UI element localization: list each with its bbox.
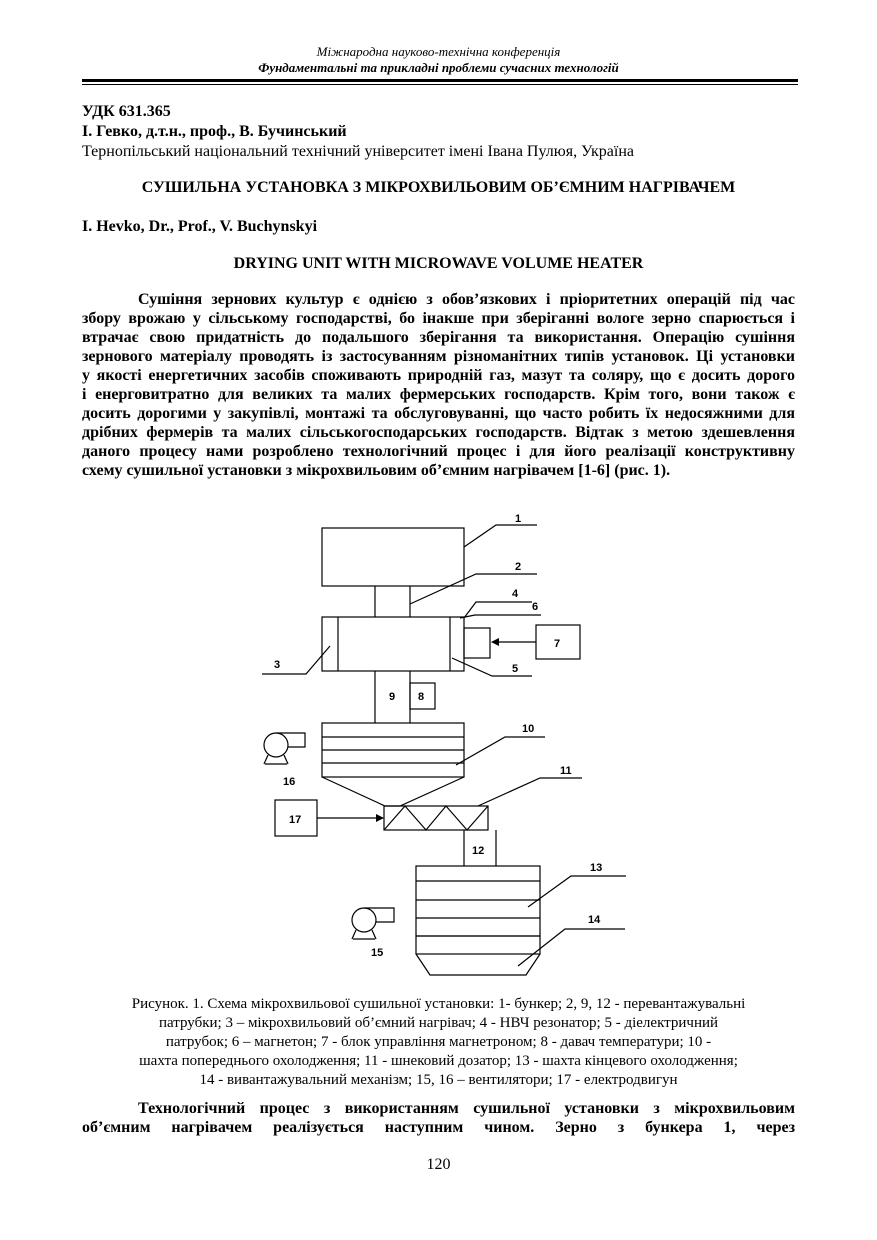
paragraph-line: у якості енергетичних засобів споживають природній газ, мазут та соляру, що є досить дорого (82, 367, 795, 384)
label-15: 15 (371, 947, 384, 959)
label-2: 2 (515, 561, 522, 573)
paragraph-line: зернового матеріалу проводять із застосуванням різноманітних типів установок. Ці установки (82, 348, 795, 365)
figure-caption (82, 995, 795, 1090)
caption-line: Рисунок. 1. Схема мікрохвильової сушильної установки: 1- бункер; 2, 9, 12 - перевантажувальні (131, 996, 746, 1012)
label-16: 16 (283, 776, 296, 788)
conference-title: Фундаментальні та прикладні проблеми сучасних технологій (258, 60, 619, 75)
page-number: 120 (426, 1156, 451, 1173)
screw-flight (384, 806, 488, 830)
caption-line: патрубок; 6 – магнетон; 7 - блок управління магнетроном; 8 - давач температури; 10 - (165, 1034, 712, 1050)
paragraph-line: Сушіння зернових культур є однією з обов’язкових і пріоритетних операцій під час (138, 291, 795, 308)
final-cooling-shaft-block (416, 866, 540, 936)
title-ua: СУШИЛЬНА УСТАНОВКА З МІКРОХВИЛЬОВИМ ОБ’ЄМНИМ НАГРІВАЧЕМ (141, 179, 736, 196)
leader-1 (464, 525, 537, 547)
label-1: 1 (515, 513, 522, 525)
paragraph-line: Технологічний процес з використанням сушильної установки з мікрохвильовим (138, 1100, 795, 1117)
paragraph-line: даного процесу нами розроблено технологічний процес і для його реалізації конструктивну (82, 443, 795, 460)
microwave-heater-block (322, 617, 464, 671)
label-6: 6 (532, 601, 539, 613)
leader-14 (518, 929, 625, 966)
unloading-hopper (416, 954, 540, 975)
paragraph-line: втрачає свою придатність до подальшого зберігання та використання. Операцію сушіння (82, 329, 795, 346)
paragraph-process (82, 1099, 795, 1137)
paragraph-line: і енерговитратно для великих та малих фермерських господарств. Крім того, вони також є (82, 386, 795, 403)
label-17: 17 (289, 814, 302, 826)
control-arrow-head (491, 638, 499, 646)
label-13: 13 (590, 862, 603, 874)
fan-16-icon (264, 733, 305, 764)
label-11: 11 (560, 765, 572, 777)
label-5: 5 (512, 663, 519, 675)
label-4: 4 (512, 588, 519, 600)
title-en: DRYING UNIT WITH MICROWAVE VOLUME HEATER (233, 255, 644, 272)
caption-line: 14 - вивантажувальний механізм; 15, 16 – вентилятори; 17 - електродвигун (199, 1072, 678, 1088)
leader-10 (456, 737, 545, 765)
authors-en: I. Hevko, Dr., Prof., V. Buchynskyi (82, 218, 318, 235)
paragraph-line: збору врожаю у сільському господарстві, бо інакше при зберіганні вологе зерно спарюється і (82, 310, 795, 327)
paragraph-line: об’ємним нагрівачем реалізується наступним чином. Зерно з бункера 1, через (82, 1119, 795, 1136)
unloading-section (416, 936, 540, 954)
label-14: 14 (588, 914, 601, 926)
label-3: 3 (274, 659, 281, 671)
label-10: 10 (522, 723, 535, 735)
fan-15-icon (352, 908, 394, 939)
leader-6 (460, 615, 541, 618)
leader-11 (478, 778, 582, 806)
leader-13 (528, 876, 626, 907)
authors-ua: І. Гевко, д.т.н., проф., В. Бучинський (82, 123, 347, 140)
affiliation: Тернопільський національний технічний університет імені Івана Пулюя, Україна (82, 143, 634, 160)
paragraph-line: досить дорогими у закупівлі, монтажі та обслуговуванні, що часто робить їх недосяжними для (82, 405, 795, 422)
paragraph-line: схему сушильної установки з мікрохвильовим об’ємним нагрівачем [1-6] (рис. 1). (82, 462, 671, 479)
motor-arrow-head (376, 814, 384, 822)
label-9: 9 (389, 691, 396, 703)
conference-name: Міжнародна науково-технічна конференція (316, 44, 561, 59)
label-8: 8 (418, 691, 425, 703)
caption-line: шахта попереднього охолодження; 11 - шнековий дозатор; 13 - шахта кінцевого охолодження; (139, 1053, 738, 1069)
magnetron-block (464, 628, 490, 658)
paragraph-line: дрібних фермерів та малих сільськогосподарських господарств. Відтак з метою здешевлення (82, 424, 795, 441)
bunker-block (322, 528, 464, 586)
leader-3 (262, 646, 330, 674)
precooling-hopper (322, 777, 464, 806)
udk-code: УДК 631.365 (82, 103, 171, 120)
label-7: 7 (554, 638, 561, 650)
label-12: 12 (472, 845, 485, 857)
caption-line: патрубки; 3 – мікрохвильовий об’ємний нагрівач; 4 - НВЧ резонатор; 5 - діелектричний (158, 1015, 719, 1031)
